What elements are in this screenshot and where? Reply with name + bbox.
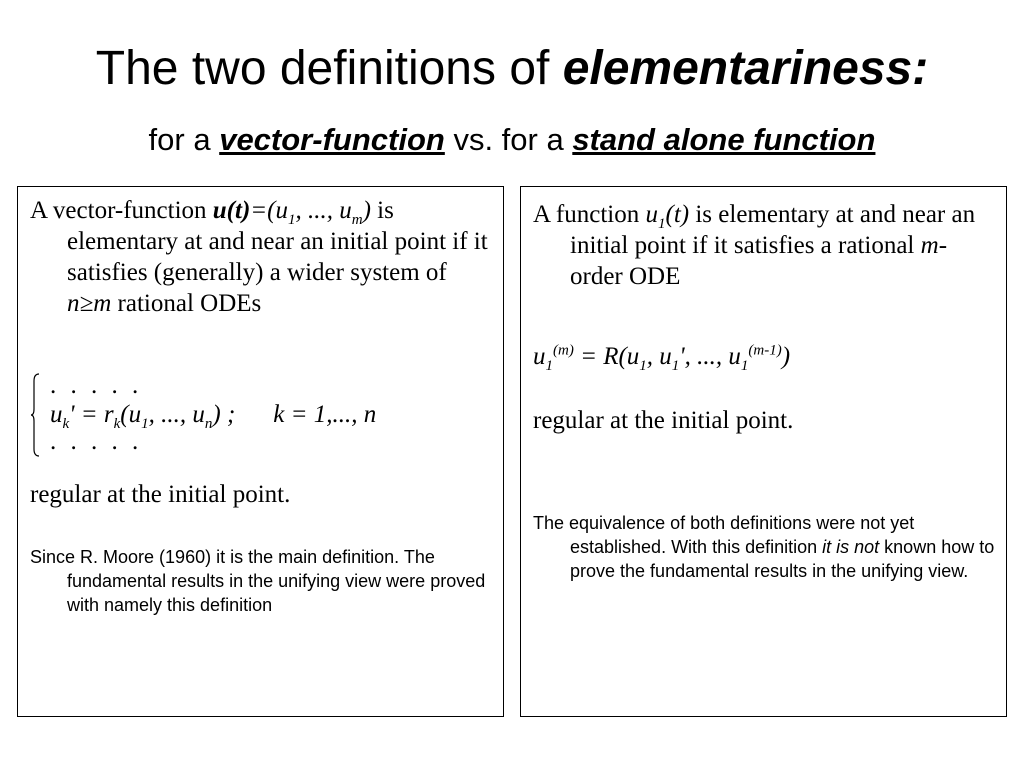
rp1-t: (t) (665, 201, 690, 228)
subtitle-stand-alone-function: stand alone function (572, 122, 876, 157)
ode-range: k = 1,..., n (273, 401, 377, 428)
eq-mid2: , u (646, 343, 672, 370)
stand-alone-function-definition-box (520, 186, 1007, 717)
title-colon: : (912, 42, 929, 95)
eq-mid3: ', ..., u (679, 343, 741, 370)
ode-dots-top: . . . . . (50, 372, 139, 399)
lp1-eq: =(u (250, 197, 288, 224)
ode-subk2: k (113, 416, 121, 432)
ode-args-c: ) ; (212, 401, 236, 428)
eq-close: ) (781, 343, 791, 370)
ode-dots-bottom: . . . . . (50, 428, 139, 455)
ode-equation (50, 400, 376, 430)
rp1-a: A function (533, 201, 646, 228)
ode-subn: n (204, 416, 213, 432)
eq-mid: = R(u (573, 343, 640, 370)
eq-u: u (533, 343, 546, 370)
eq-sub1d: 1 (740, 358, 749, 374)
rp1-u: u (645, 201, 658, 228)
ode-sub1: 1 (141, 416, 149, 432)
lp1-c: rational ODEs (111, 290, 262, 317)
title-emphasis: elementariness (562, 42, 913, 95)
ode-u: u (50, 401, 63, 428)
equivalence-note-text (533, 511, 998, 583)
subtitle-vector-function: vector-function (219, 122, 445, 157)
slide-title (0, 40, 1024, 98)
left-regular-text: regular at the initial point. (30, 481, 291, 508)
eq-sub1b: 1 (639, 358, 647, 374)
eq-supm: (m) (553, 342, 574, 359)
vector-function-definition-text (30, 195, 495, 319)
lp1-close: ) (362, 197, 371, 224)
m-order-ode-equation (533, 341, 998, 372)
lp1-b: is elementary at and near an initial point if it satisfies (generally) a wider system of (67, 197, 488, 286)
left-brace-icon (30, 373, 40, 457)
lp1-a: A vector-function (30, 197, 213, 224)
rp3-it: it is not (822, 537, 880, 557)
rp1-b: is elementary at and near an initial point if it satisfies a rational (570, 201, 976, 259)
ode-args-a: (u (120, 401, 142, 428)
eq-supm1: (m-1) (748, 342, 782, 359)
ode-subk: k (62, 416, 70, 432)
rp1-m: m (920, 232, 939, 259)
slide-subtitle (0, 120, 1024, 160)
rp1-c: -order ODE (570, 232, 948, 290)
lp1-mid: , ..., u (295, 197, 352, 224)
eq-sub1c: 1 (671, 358, 680, 374)
ode-args-b: , ..., u (148, 401, 205, 428)
right-regular-text: regular at the initial point. (533, 407, 794, 434)
title-text: The two definitions of (95, 42, 563, 95)
lp1-cond: n≥m (67, 290, 112, 317)
subtitle-mid: vs. for a (444, 122, 573, 157)
rp1-sub1: 1 (658, 216, 666, 232)
subtitle-pre: for a (148, 122, 220, 157)
lp1-sub1: 1 (287, 212, 296, 228)
stand-alone-definition-text (533, 199, 998, 292)
ode-system (30, 371, 490, 461)
eq-sub1: 1 (545, 358, 553, 374)
vector-function-definition-box (17, 186, 504, 717)
lp1-subm: m (351, 212, 363, 228)
ode-prime-eq: ' = r (69, 401, 114, 428)
rp3-b: known how to prove the fundamental results in the unifying view. (570, 537, 995, 581)
lp1-bold: u(t) (212, 197, 251, 224)
moore-note-text: Since R. Moore (1960) it is the main definition. The fundamental results in the unifying view were proved with namely this definition (30, 547, 486, 615)
rp3-a: The equivalence of both definitions were not yet established. With this definition (533, 513, 915, 557)
